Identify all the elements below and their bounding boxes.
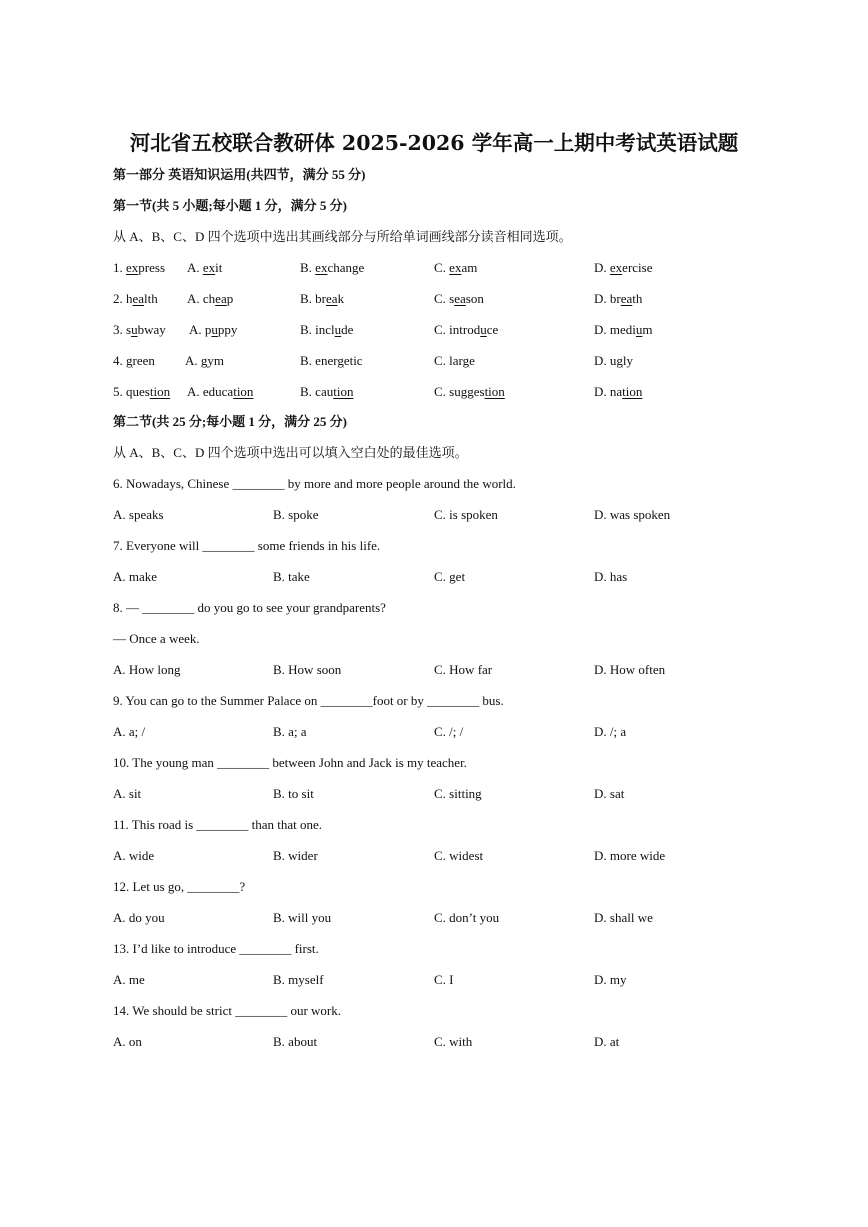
option-c	[434, 291, 484, 307]
word-part: br	[609, 291, 621, 306]
option-label: C.	[434, 291, 450, 306]
underlined-part: g	[462, 353, 470, 368]
word-part: s	[449, 291, 455, 306]
option-label: C.	[434, 322, 450, 337]
option-d: D. /; a	[594, 724, 627, 739]
question-stem: 14. We should be strict ________ our work.	[113, 1003, 341, 1018]
option-a: A. make	[113, 569, 158, 584]
page-title: 河北省五校联合教研体 2025-2026 学年高一上期中考试英语试题	[129, 131, 739, 155]
underlined-part: u	[334, 322, 342, 337]
option-a	[187, 384, 253, 400]
word-part: cau	[315, 384, 334, 399]
question-stem: 12. Let us go, ________?	[113, 879, 246, 894]
underlined-part: tion	[622, 384, 643, 399]
option-d	[594, 291, 642, 307]
option-a	[187, 291, 233, 307]
option-d: D. shall we	[594, 910, 653, 925]
option-d: D. How often	[594, 662, 666, 677]
word-part: h	[126, 291, 133, 306]
word-part: u	[609, 353, 617, 368]
word-part: educa	[202, 384, 234, 399]
underlined-part: ex	[609, 260, 623, 275]
question-stem: 11. This road is ________ than that one.	[113, 817, 323, 832]
section1-instruction: 从 A、B、C、D 四个选项中选出其画线部分与所给单词画线部分读音相同选项。	[113, 229, 572, 244]
underlined-part: u	[480, 322, 487, 337]
option-a: A. wide	[113, 848, 155, 863]
word-part: ques	[126, 384, 150, 399]
part1-heading: 第一部分 英语知识运用(共四节，满分 55 分)	[113, 167, 366, 182]
option-label: B.	[300, 384, 316, 399]
option-label: C.	[434, 353, 450, 368]
underlined-part: ea	[454, 291, 466, 306]
option-b: B. wider	[273, 848, 318, 863]
word-part: ppy	[217, 322, 238, 337]
option-a: A. me	[113, 972, 145, 987]
question-number: 4.	[113, 353, 123, 368]
word-part: lar	[449, 353, 463, 368]
option-c	[434, 260, 477, 276]
word-part: bway	[137, 322, 166, 337]
option-label: B.	[300, 291, 316, 306]
word-part: s	[126, 322, 132, 337]
underlined-part: g	[126, 353, 133, 368]
word-part: lth	[144, 291, 158, 306]
option-label: D.	[594, 322, 610, 337]
question-stem: 6. Nowadays, Chinese ________ by more and more people around the world.	[113, 476, 516, 491]
word-part: ch	[202, 291, 216, 306]
underlined-part: u	[211, 322, 218, 337]
question-stem: 8. — ________ do you go to see your grandparents?	[113, 600, 386, 615]
option-label: D.	[594, 291, 610, 306]
word-part: ly	[622, 353, 634, 368]
option-d: D. more wide	[594, 848, 666, 863]
word-part: introd	[449, 322, 481, 337]
option-label: A.	[185, 353, 201, 368]
option-a: A. on	[113, 1034, 142, 1049]
word-part: e	[469, 353, 475, 368]
question-word	[126, 291, 158, 307]
underlined-part: tion	[484, 384, 505, 399]
word-part: change	[327, 260, 365, 275]
word-part: medi	[609, 322, 636, 337]
word-part: ercise	[622, 260, 653, 275]
option-label: D.	[594, 353, 610, 368]
word-part: th	[632, 291, 643, 306]
underlined-part: u	[131, 322, 138, 337]
option-c: C. get	[434, 569, 466, 584]
option-d: D. sat	[594, 786, 625, 801]
option-c: C. with	[434, 1034, 473, 1049]
word-part: sugges	[449, 384, 485, 399]
option-b	[300, 260, 364, 276]
word-part: ym	[207, 353, 225, 368]
underlined-part: ea	[215, 291, 227, 306]
option-a: A. speaks	[113, 507, 164, 522]
option-b	[300, 384, 353, 400]
option-b	[300, 353, 363, 369]
question-stem: 10. The young man ________ between John and Jack is my teacher.	[113, 755, 467, 770]
word-part: ener	[315, 353, 338, 368]
option-d: D. my	[594, 972, 627, 987]
option-a	[185, 353, 224, 369]
underlined-part: tion	[149, 384, 171, 399]
question-word	[126, 353, 155, 369]
option-b: B. about	[273, 1034, 318, 1049]
option-b: B. myself	[273, 972, 324, 987]
option-label: A.	[189, 322, 205, 337]
word-part: k	[337, 291, 345, 306]
option-c	[434, 384, 505, 400]
underlined-part: g	[337, 353, 344, 368]
word-part: br	[315, 291, 327, 306]
option-d	[594, 353, 633, 369]
question-stem: 13. I’d like to introduce ________ first.	[113, 941, 319, 956]
option-b: B. take	[273, 569, 310, 584]
word-part: incl	[315, 322, 335, 337]
underlined-part: ea	[620, 291, 633, 306]
option-label: A.	[187, 384, 203, 399]
option-label: B.	[300, 353, 316, 368]
word-part: it	[215, 260, 223, 275]
option-a: A. a; /	[113, 724, 146, 739]
section2-heading: 第二节(共 25 分;每小题 1 分，满分 25 分)	[113, 414, 347, 429]
word-part: am	[461, 260, 478, 275]
option-c: C. How far	[434, 662, 493, 677]
underlined-part: tion	[333, 384, 354, 399]
underlined-part: ex	[202, 260, 216, 275]
underlined-part: u	[635, 322, 643, 337]
option-label: B.	[300, 260, 316, 275]
option-d	[594, 322, 653, 338]
underlined-part: ex	[126, 260, 139, 275]
option-c: C. /; /	[434, 724, 464, 739]
option-label: A.	[187, 291, 203, 306]
option-d: D. at	[594, 1034, 620, 1049]
option-a	[187, 260, 222, 276]
section1-heading: 第一节(共 5 小题;每小题 1 分，满分 5 分)	[113, 198, 347, 213]
underlined-part: g	[200, 353, 208, 368]
word-part: reen	[132, 353, 155, 368]
option-c: C. don’t you	[434, 910, 500, 925]
option-c	[434, 353, 475, 369]
option-b: B. will you	[273, 910, 332, 925]
option-label: B.	[300, 322, 316, 337]
option-b: B. spoke	[273, 507, 319, 522]
word-part: na	[609, 384, 623, 399]
underlined-part: ex	[315, 260, 328, 275]
word-part: p	[226, 291, 234, 306]
option-a	[189, 322, 237, 338]
question-number: 3.	[113, 322, 123, 337]
question-number: 1.	[113, 260, 123, 275]
word-part: p	[204, 322, 212, 337]
option-label: C.	[434, 384, 450, 399]
question-stem-reply: — Once a week.	[113, 631, 200, 646]
option-d	[594, 260, 652, 276]
option-b: B. to sit	[273, 786, 314, 801]
question-number: 2.	[113, 291, 123, 306]
option-a: A. sit	[113, 786, 142, 801]
question-number: 5.	[113, 384, 123, 399]
option-a: A. do you	[113, 910, 165, 925]
option-b	[300, 322, 353, 338]
word-part: m	[642, 322, 653, 337]
question-stem: 9. You can go to the Summer Palace on ________foot or by ________ bus.	[113, 693, 504, 708]
option-label: A.	[187, 260, 203, 275]
section2-instruction: 从 A、B、C、D 四个选项中选出可以填入空白处的最佳选项。	[113, 445, 468, 460]
option-d	[594, 384, 642, 400]
option-b: B. a; a	[273, 724, 307, 739]
word-part: etic	[343, 353, 363, 368]
underlined-part: ea	[132, 291, 145, 306]
question-word	[126, 260, 165, 276]
word-part: press	[138, 260, 165, 275]
question-stem: 7. Everyone will ________ some friends in his life.	[113, 538, 381, 553]
option-b: B. How soon	[273, 662, 342, 677]
word-part: son	[465, 291, 484, 306]
option-d: D. was spoken	[594, 507, 671, 522]
option-label: C.	[434, 260, 450, 275]
option-label: D.	[594, 384, 610, 399]
option-d: D. has	[594, 569, 628, 584]
question-word	[126, 322, 166, 338]
option-c	[434, 322, 498, 338]
underlined-part: g	[616, 353, 623, 368]
underlined-part: tion	[233, 384, 254, 399]
option-c: C. I	[434, 972, 454, 987]
word-part: de	[341, 322, 354, 337]
underlined-part: ea	[326, 291, 338, 306]
word-part: ce	[486, 322, 499, 337]
option-c: C. is spoken	[434, 507, 498, 522]
question-word	[126, 384, 170, 400]
option-label: D.	[594, 260, 610, 275]
option-a: A. How long	[113, 662, 181, 677]
option-b	[300, 291, 344, 307]
option-c: C. widest	[434, 848, 484, 863]
option-c: C. sitting	[434, 786, 482, 801]
underlined-part: ex	[449, 260, 462, 275]
